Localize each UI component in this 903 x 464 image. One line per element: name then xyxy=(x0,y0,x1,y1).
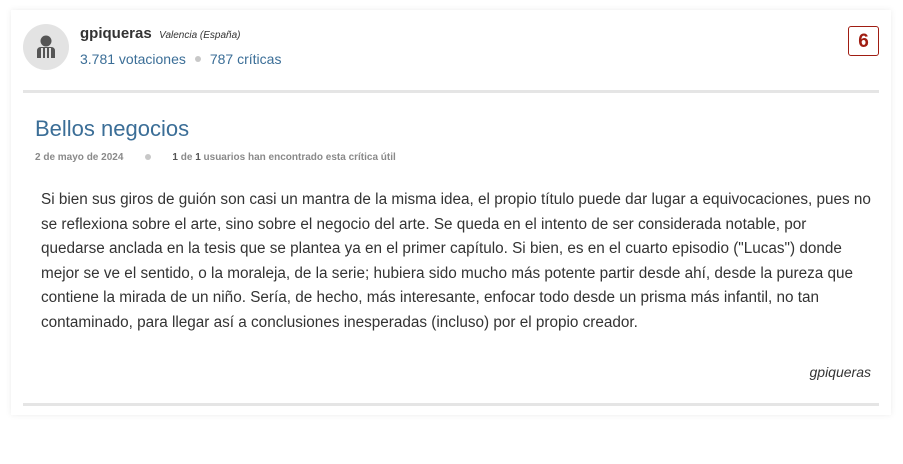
review-header xyxy=(23,22,879,92)
useful-total: 1 xyxy=(195,152,201,163)
review-date: 2 de mayo de 2024 xyxy=(35,152,124,163)
separator-dot xyxy=(195,56,201,62)
useful-count: 1 xyxy=(172,152,178,163)
review-author-signature: gpiqueras xyxy=(809,364,871,380)
header-divider xyxy=(23,90,879,93)
review-title-link[interactable]: Bellos negocios xyxy=(35,116,190,141)
user-avatar-icon xyxy=(23,24,69,70)
user-name-link[interactable]: gpiqueras xyxy=(80,25,152,42)
separator-dot xyxy=(145,154,151,160)
user-avatar[interactable] xyxy=(23,24,69,70)
user-stats xyxy=(80,51,281,67)
review-rating-badge: 6 xyxy=(848,26,879,56)
review-card xyxy=(11,10,891,415)
user-name-line xyxy=(80,25,240,43)
user-votes-link[interactable]: 3.781 votaciones xyxy=(80,51,186,67)
review-meta xyxy=(35,152,396,163)
user-location: Valencia (España) xyxy=(159,30,241,41)
useful-suffix: usuarios han encontrado esta crítica útil xyxy=(203,152,396,163)
footer-divider xyxy=(23,403,879,406)
useful-of: de xyxy=(180,152,193,163)
user-reviews-link[interactable]: 787 críticas xyxy=(209,51,282,67)
review-body-text: Si bien sus giros de guión son casi un mantra de la misma idea, el propio título puede dar lugar a equivocaciones, pues no se reflexiona sobre el arte, sino sobre el negocio del arte. Se queda en el intento de ser considerada notable, por quedarse anclada en la tesis que se plantea ya en el primer capítulo. Si bien, es en el cuarto episodio ("Lucas") donde mejor se ve el sentido, o la moraleja, de la serie; hubiera sido mucho más potente partir desde ahí, desde la pureza que contiene la mirada de un niño. Sería, de hecho, más interesante, enfocar todo desde un prisma más infantil, no tan contaminado, para llegar así a conclusiones inesperadas (incluso) por el propio creador. xyxy=(41,191,871,331)
